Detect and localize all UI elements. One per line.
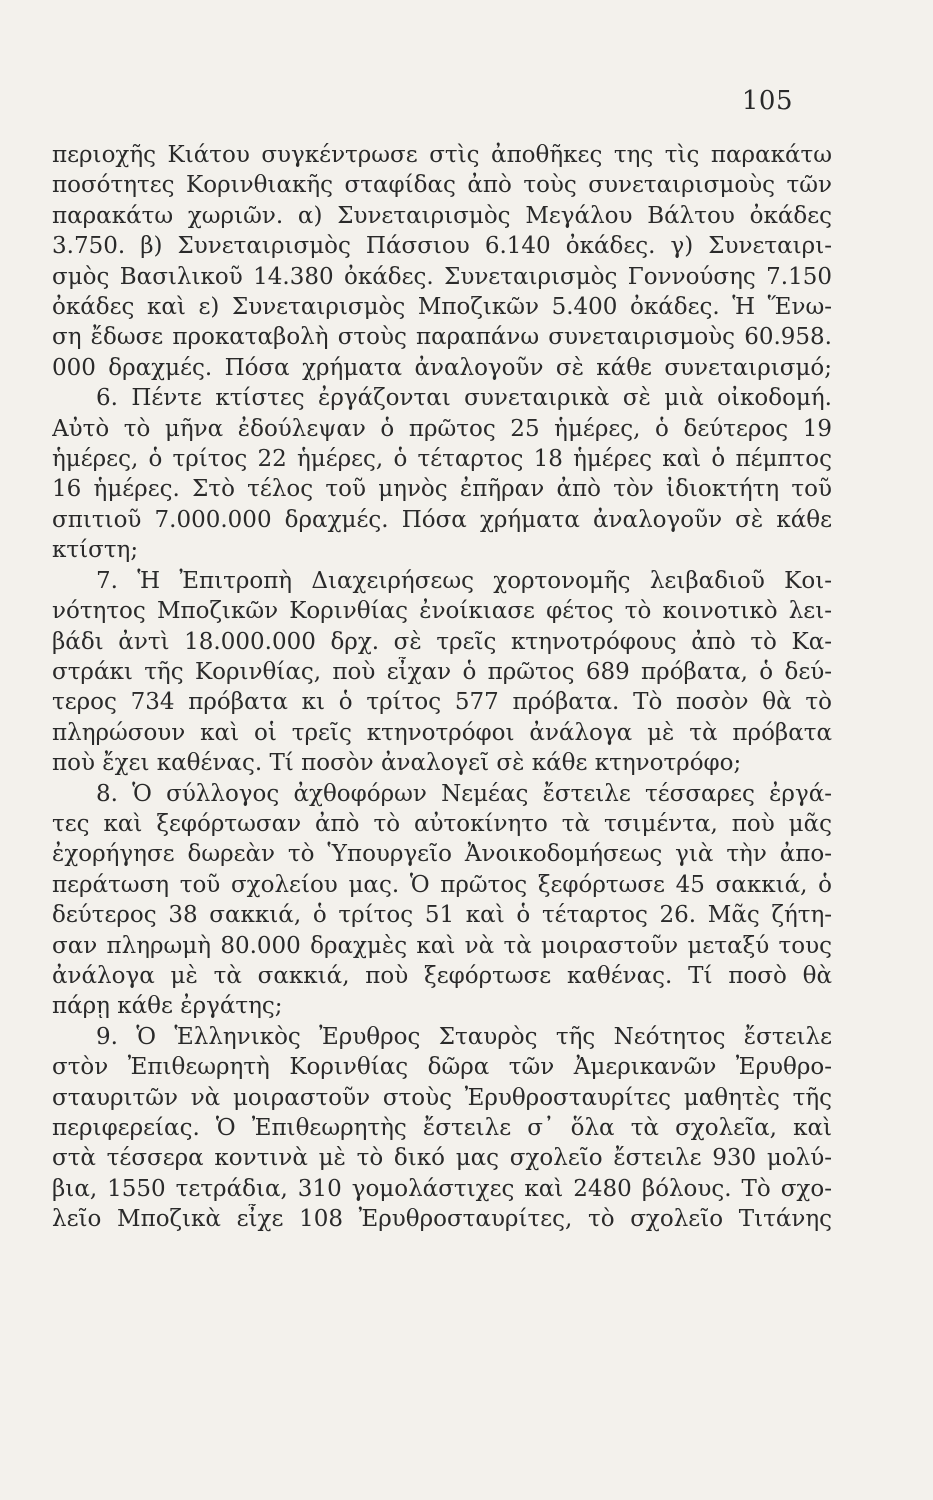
text-body [52,140,832,1235]
text-line: 000 δραχμές. Πόσα χρήματα ἀναλογοῦν σὲ κάθε συνεταιρισμό; [52,354,832,381]
text-line: ση ἔδωσε προκαταβολὴ στοὺς παραπάνω συνεταιρισμοὺς 60.958. [52,324,832,351]
text-line: πάρῃ κάθε ἐργάτης; [52,993,283,1020]
text-line: 8. Ὁ σύλλογος ἀχθοφόρων Νεμέας ἔστειλε τέσσαρες ἐργά- [96,780,832,807]
text-line: Αὐτὸ τὸ μῆνα ἐδούλεψαν ὁ πρῶτος 25 ἡμέρες, ὁ δεύτερος 19 [52,415,832,442]
text-line: ὀκάδες καὶ ε) Συνεταιρισμὸς Μποζικῶν 5.400 ὀκάδες. Ἡ Ἕνω- [52,294,832,321]
text-line: παρακάτω χωριῶν. α) Συνεταιρισμὸς Μεγάλου Βάλτου ὀκάδες [52,202,832,229]
text-line: λεῖο Μποζικὰ εἶχε 108 Ἐρυθροσταυρίτες, τὸ σχολεῖο Τιτάνης [52,1206,832,1233]
text-line: σταυριτῶν νὰ μοιραστοῦν στοὺς Ἐρυθροσταυρίτες μαθητὲς τῆς [52,1084,832,1111]
text-line: κτίστη; [52,537,139,564]
text-line: ποὺ ἔχει καθένας. Τί ποσὸν ἀναλογεῖ σὲ κάθε κτηνοτρόφο; [52,750,742,777]
text-line: στὰ τέσσερα κοντινὰ μὲ τὸ δικό μας σχολεῖο ἔστειλε 930 μολύ- [52,1145,832,1172]
text-line: πληρώσουν καὶ οἱ τρεῖς κτηνοτρόφοι ἀνάλογα μὲ τὰ πρόβατα [52,719,832,746]
text-line: 6. Πέντε κτίστες ἐργάζονται συνεταιρικὰ σὲ μιὰ οἰκοδομή. [96,385,832,412]
text-line: δεύτερος 38 σακκιά, ὁ τρίτος 51 καὶ ὁ τέταρτος 26. Μᾶς ζήτη- [52,902,832,929]
text-line: σαν πληρωμὴ 80.000 δραχμὲς καὶ νὰ τὰ μοιραστοῦν μεταξύ τους [52,932,832,959]
text-line: τες καὶ ξεφόρτωσαν ἀπὸ τὸ αὐτοκίνητο τὰ τσιμέντα, ποὺ μᾶς [52,810,832,837]
text-line: ποσότητες Κορινθιακῆς σταφίδας ἀπὸ τοὺς συνεταιρισμοὺς τῶν [52,172,832,199]
text-line: περιοχῆς Κιάτου συγκέντρωσε στὶς ἀποθῆκες της τὶς παρακάτω [52,142,832,168]
text-line: στὸν Ἐπιθεωρητὴ Κορινθίας δῶρα τῶν Ἀμερικανῶν Ἐρυθρο- [52,1054,832,1081]
text-line: 7. Ἡ Ἐπιτροπὴ Διαχειρήσεως χορτονομῆς λειβαδιοῦ Κοι- [96,567,832,594]
text-line: σμὸς Βασιλικοῦ 14.380 ὀκάδες. Συνεταιρισμὸς Γοννούσης 7.150 [52,263,832,290]
text-line: βάδι ἀντὶ 18.000.000 δρχ. σὲ τρεῖς κτηνοτρόφους ἀπὸ τὸ Κα- [52,628,832,655]
text-line: ἡμέρες, ὁ τρίτος 22 ἡμέρες, ὁ τέταρτος 18 ἡμέρες καὶ ὁ πέμπτος [52,446,832,473]
text-line: στράκι τῆς Κορινθίας, ποὺ εἶχαν ὁ πρῶτος 689 πρόβατα, ὁ δεύ- [52,658,832,685]
text-line: τερος 734 πρόβατα κι ὁ τρίτος 577 πρόβατα. Τὸ ποσὸν θὰ τὸ [52,689,832,716]
text-line: νότητος Μποζικῶν Κορινθίας ἐνοίκιασε φέτος τὸ κοινοτικὸ λει- [52,598,832,625]
text-line: περιφερείας. Ὁ Ἐπιθεωρητὴς ἔστειλε σ᾽ ὅλα τὰ σχολεῖα, καὶ [52,1115,832,1141]
text-line: σπιτιοῦ 7.000.000 δραχμές. Πόσα χρήματα ἀναλογοῦν σὲ κάθε [52,506,832,533]
text-line: 3.750. β) Συνεταιρισμὸς Πάσσιου 6.140 ὀκάδες. γ) Συνεταιρι- [52,233,832,260]
page-number: 105 [741,86,793,116]
text-line: 9. Ὁ Ἑλληνικὸς Ἐρυθρος Σταυρὸς τῆς Νεότητος ἔστειλε [96,1023,832,1050]
text-line: ἀνάλογα μὲ τὰ σακκιά, ποὺ ξεφόρτωσε καθένας. Τί ποσὸ θὰ [52,962,832,989]
text-line: βια, 1550 τετράδια, 310 γομολάστιχες καὶ 2480 βόλους. Τὸ σχο- [52,1175,832,1202]
text-line: 16 ἡμέρες. Στὸ τέλος τοῦ μηνὸς ἐπῆραν ἀπὸ τὸν ἰδιοκτήτη τοῦ [52,476,832,503]
text-line: ἐχορήγησε δωρεὰν τὸ Ὑπουργεῖο Ἀνοικοδομήσεως γιὰ τὴν ἀπο- [52,841,832,868]
text-line: περάτωση τοῦ σχολείου μας. Ὁ πρῶτος ξεφόρτωσε 45 σακκιά, ὁ [52,871,832,898]
